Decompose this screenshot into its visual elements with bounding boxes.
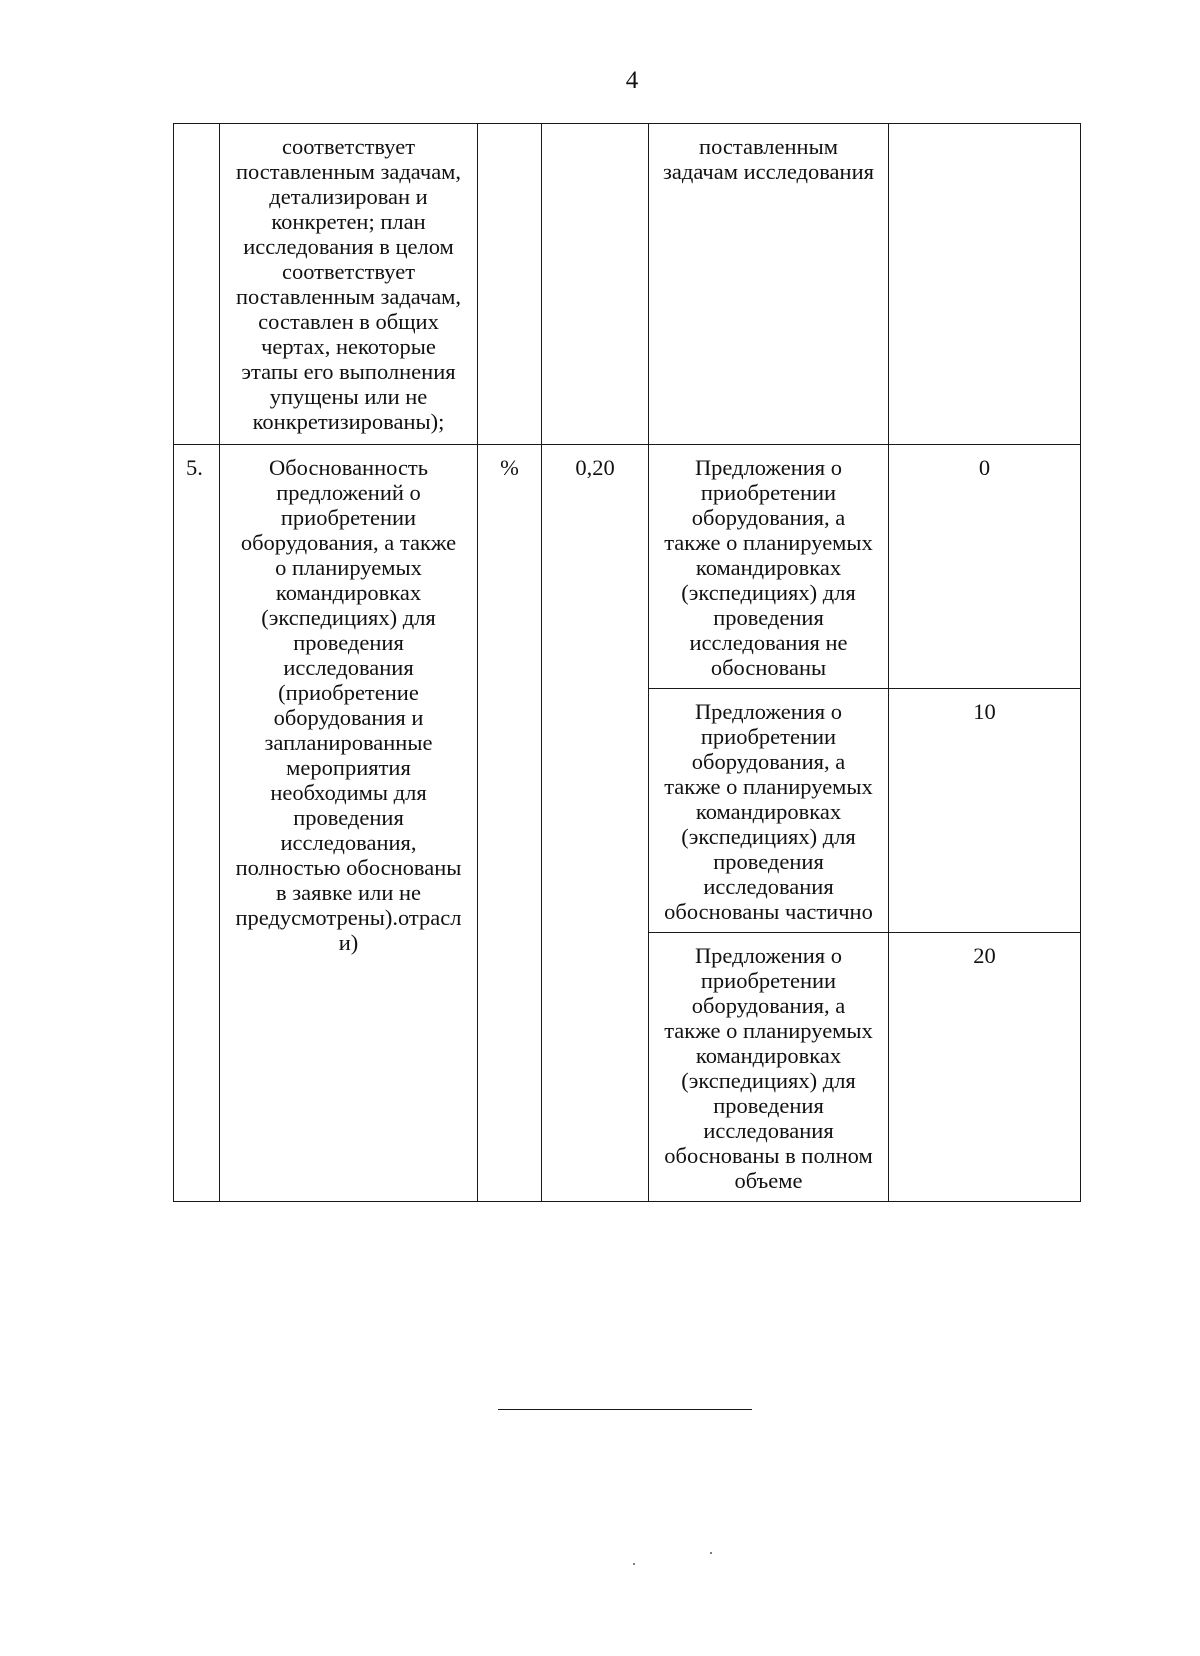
score-cell: 0 [889, 445, 1081, 689]
unit-cell: % [478, 445, 542, 1202]
option-cell: Предложения о приобретении оборудования, а также о планируемых командировках (экспедициях) для проведения исследования обоснованы в полном объеме [649, 933, 889, 1202]
weight-cell [542, 124, 649, 445]
score-cell: 20 [889, 933, 1081, 1202]
criterion-cell: соответствует поставленным задачам, детализирован и конкретен; план исследования в целом соответствует поставленным задачам, составлен в общих чертах, некоторые этапы его выполнения упущены или не конкретизированы); [220, 124, 478, 445]
row-number-cell [174, 124, 220, 445]
score-cell [889, 124, 1081, 445]
score-cell: 10 [889, 689, 1081, 933]
criteria-table [173, 123, 1081, 1202]
table-row [174, 445, 1081, 689]
scan-speck [710, 1552, 712, 1554]
scan-speck [633, 1563, 635, 1565]
option-cell: Предложения о приобретении оборудования, а также о планируемых командировках (экспедициях) для проведения исследования не обоснованы [649, 445, 889, 689]
page-number: 4 [625, 67, 639, 94]
row-number-cell: 5. [174, 445, 220, 1202]
criterion-cell: Обоснованность предложений о приобретении оборудования, а также о планируемых командировках (экспедициях) для проведения исследования (приобретение оборудования и запланированные мероприятия необходимы для проведения исследования, полностью обоснованы в заявке или не предусмотрены).отрасл и) [220, 445, 478, 1202]
option-cell: Предложения о приобретении оборудования, а также о планируемых командировках (экспедициях) для проведения исследования обоснованы частично [649, 689, 889, 933]
weight-cell: 0,20 [542, 445, 649, 1202]
unit-cell [478, 124, 542, 445]
table-row [174, 124, 1081, 445]
end-rule [498, 1409, 752, 1410]
option-cell: поставленным задачам исследования [649, 124, 889, 445]
